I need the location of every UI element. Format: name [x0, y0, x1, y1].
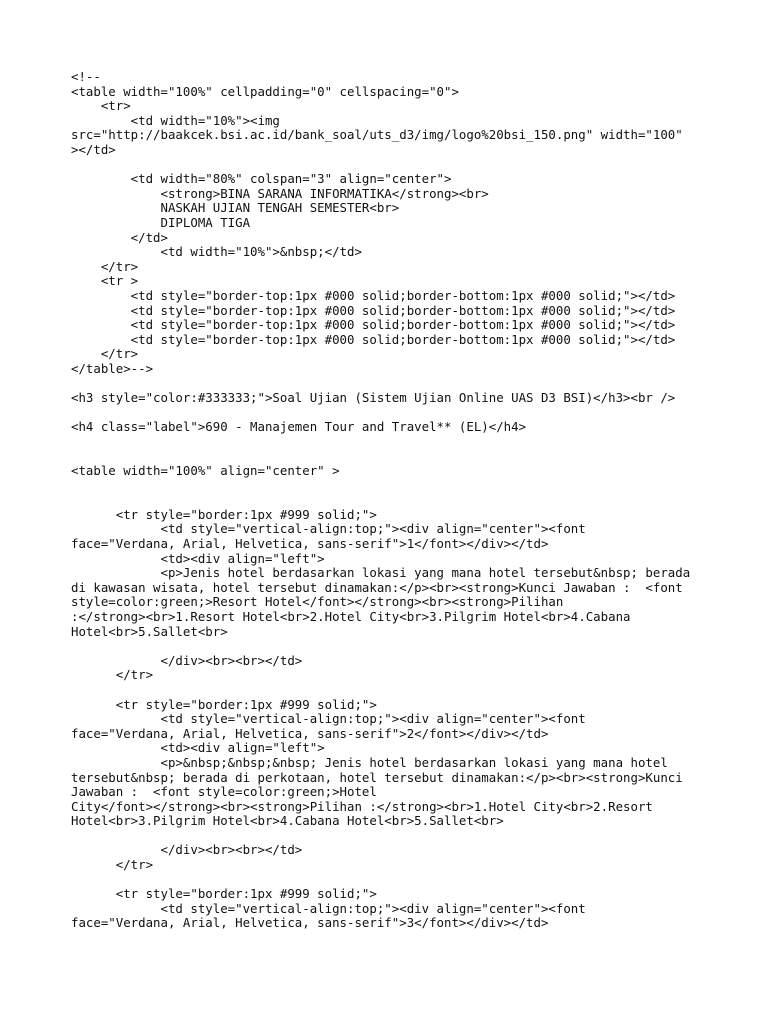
code-line: </tr>	[71, 857, 154, 873]
code-line	[71, 873, 731, 888]
code-line: <p>Jenis hotel berdasarkan lokasi yang mana hotel tersebut&nbsp; berada	[71, 565, 691, 581]
code-line	[71, 158, 731, 173]
code-line	[71, 683, 731, 698]
code-line: NASKAH UJIAN TENGAH SEMESTER<br>	[71, 200, 400, 216]
code-line: <table width="100%" cellpadding="0" cellspacing="0">	[71, 83, 459, 99]
code-line: <h4 class="label">690 - Manajemen Tour and Travel** (EL)</h4>	[71, 419, 527, 435]
code-line: style=color:green;>Resort Hotel</font></strong><br><strong>Pilihan	[71, 594, 564, 610]
code-line	[71, 435, 731, 450]
code-line: <tr style="border:1px #999 solid;">	[71, 506, 377, 522]
code-line: <tr >	[71, 273, 139, 289]
code-line: </tr>	[71, 667, 154, 683]
code-line: <td width="10%"><img	[71, 112, 280, 128]
code-line: <td style="vertical-align:top;"><div align="center"><font	[71, 521, 586, 537]
code-line: Hotel<br>5.Sallet<br>	[71, 623, 228, 639]
code-line: </div><br><br></td>	[71, 842, 303, 858]
code-line: face="Verdana, Arial, Helvetica, sans-serif">2</font></div></td>	[71, 725, 549, 741]
code-line: <h3 style="color:#333333;">Soal Ujian (Sistem Ujian Online UAS D3 BSI)</h3><br />	[71, 390, 676, 406]
code-line	[71, 479, 731, 494]
code-line: Hotel<br>3.Pilgrim Hotel<br>4.Cabana Hotel<br>5.Sallet<br>	[71, 813, 504, 829]
source-code-document	[71, 70, 731, 931]
code-line: <td style="vertical-align:top;"><div align="center"><font	[71, 711, 586, 727]
code-line: <td width="80%" colspan="3" align="center">	[71, 171, 452, 187]
code-line: <td style="vertical-align:top;"><div align="center"><font	[71, 900, 586, 916]
code-line: </div><br><br></td>	[71, 652, 303, 668]
code-line: </table>-->	[71, 360, 154, 376]
code-line: <tr style="border:1px #999 solid;">	[71, 886, 377, 902]
code-line: <td><div align="left">	[71, 550, 325, 566]
code-line: <tr style="border:1px #999 solid;">	[71, 696, 377, 712]
code-line: Jawaban : <font style=color:green;>Hotel	[71, 784, 377, 800]
code-line: <td style="border-top:1px #000 solid;border-bottom:1px #000 solid;"></td>	[71, 317, 676, 333]
code-line	[71, 449, 731, 464]
code-line: tersebut&nbsp; berada di perkotaan, hotel tersebut dinamakan:</p><br><strong>Kunci	[71, 769, 683, 785]
code-line: <td style="border-top:1px #000 solid;border-bottom:1px #000 solid;"></td>	[71, 331, 676, 347]
code-line: :</strong><br>1.Resort Hotel<br>2.Hotel City<br>3.Pilgrim Hotel<br>4.Cabana	[71, 608, 631, 624]
code-line: <td><div align="left">	[71, 740, 325, 756]
code-line: </tr>	[71, 258, 139, 274]
code-line: <tr>	[71, 98, 131, 114]
code-line: <td style="border-top:1px #000 solid;border-bottom:1px #000 solid;"></td>	[71, 302, 676, 318]
code-line: src="http://baakcek.bsi.ac.id/bank_soal/uts_d3/img/logo%20bsi_150.png" width="100"	[71, 127, 683, 143]
code-line	[71, 376, 731, 391]
code-line: <td width="10%">&nbsp;</td>	[71, 244, 362, 260]
code-line	[71, 493, 731, 508]
code-line: </td>	[71, 229, 168, 245]
code-line: <td style="border-top:1px #000 solid;border-bottom:1px #000 solid;"></td>	[71, 287, 676, 303]
code-line: <!--	[71, 69, 101, 84]
code-line: DIPLOMA TIGA	[71, 214, 251, 230]
code-line: <strong>BINA SARANA INFORMATIKA</strong><br>	[71, 185, 489, 201]
code-line	[71, 406, 731, 421]
code-line	[71, 639, 731, 654]
code-line: </tr>	[71, 346, 139, 362]
code-line: face="Verdana, Arial, Helvetica, sans-serif">3</font></div></td>	[71, 915, 549, 931]
code-line: ></td>	[71, 141, 116, 157]
code-line: <p>&nbsp;&nbsp;&nbsp; Jenis hotel berdasarkan lokasi yang mana hotel	[71, 754, 668, 770]
code-line: face="Verdana, Arial, Helvetica, sans-serif">1</font></div></td>	[71, 536, 549, 551]
code-line: <table width="100%" align="center" >	[71, 463, 340, 479]
code-line	[71, 829, 731, 844]
code-line: City</font></strong><br><strong>Pilihan :</strong><br>1.Hotel City<br>2.Resort	[71, 798, 653, 814]
code-line: di kawasan wisata, hotel tersebut dinamakan:</p><br><strong>Kunci Jawaban : <font	[71, 579, 683, 595]
